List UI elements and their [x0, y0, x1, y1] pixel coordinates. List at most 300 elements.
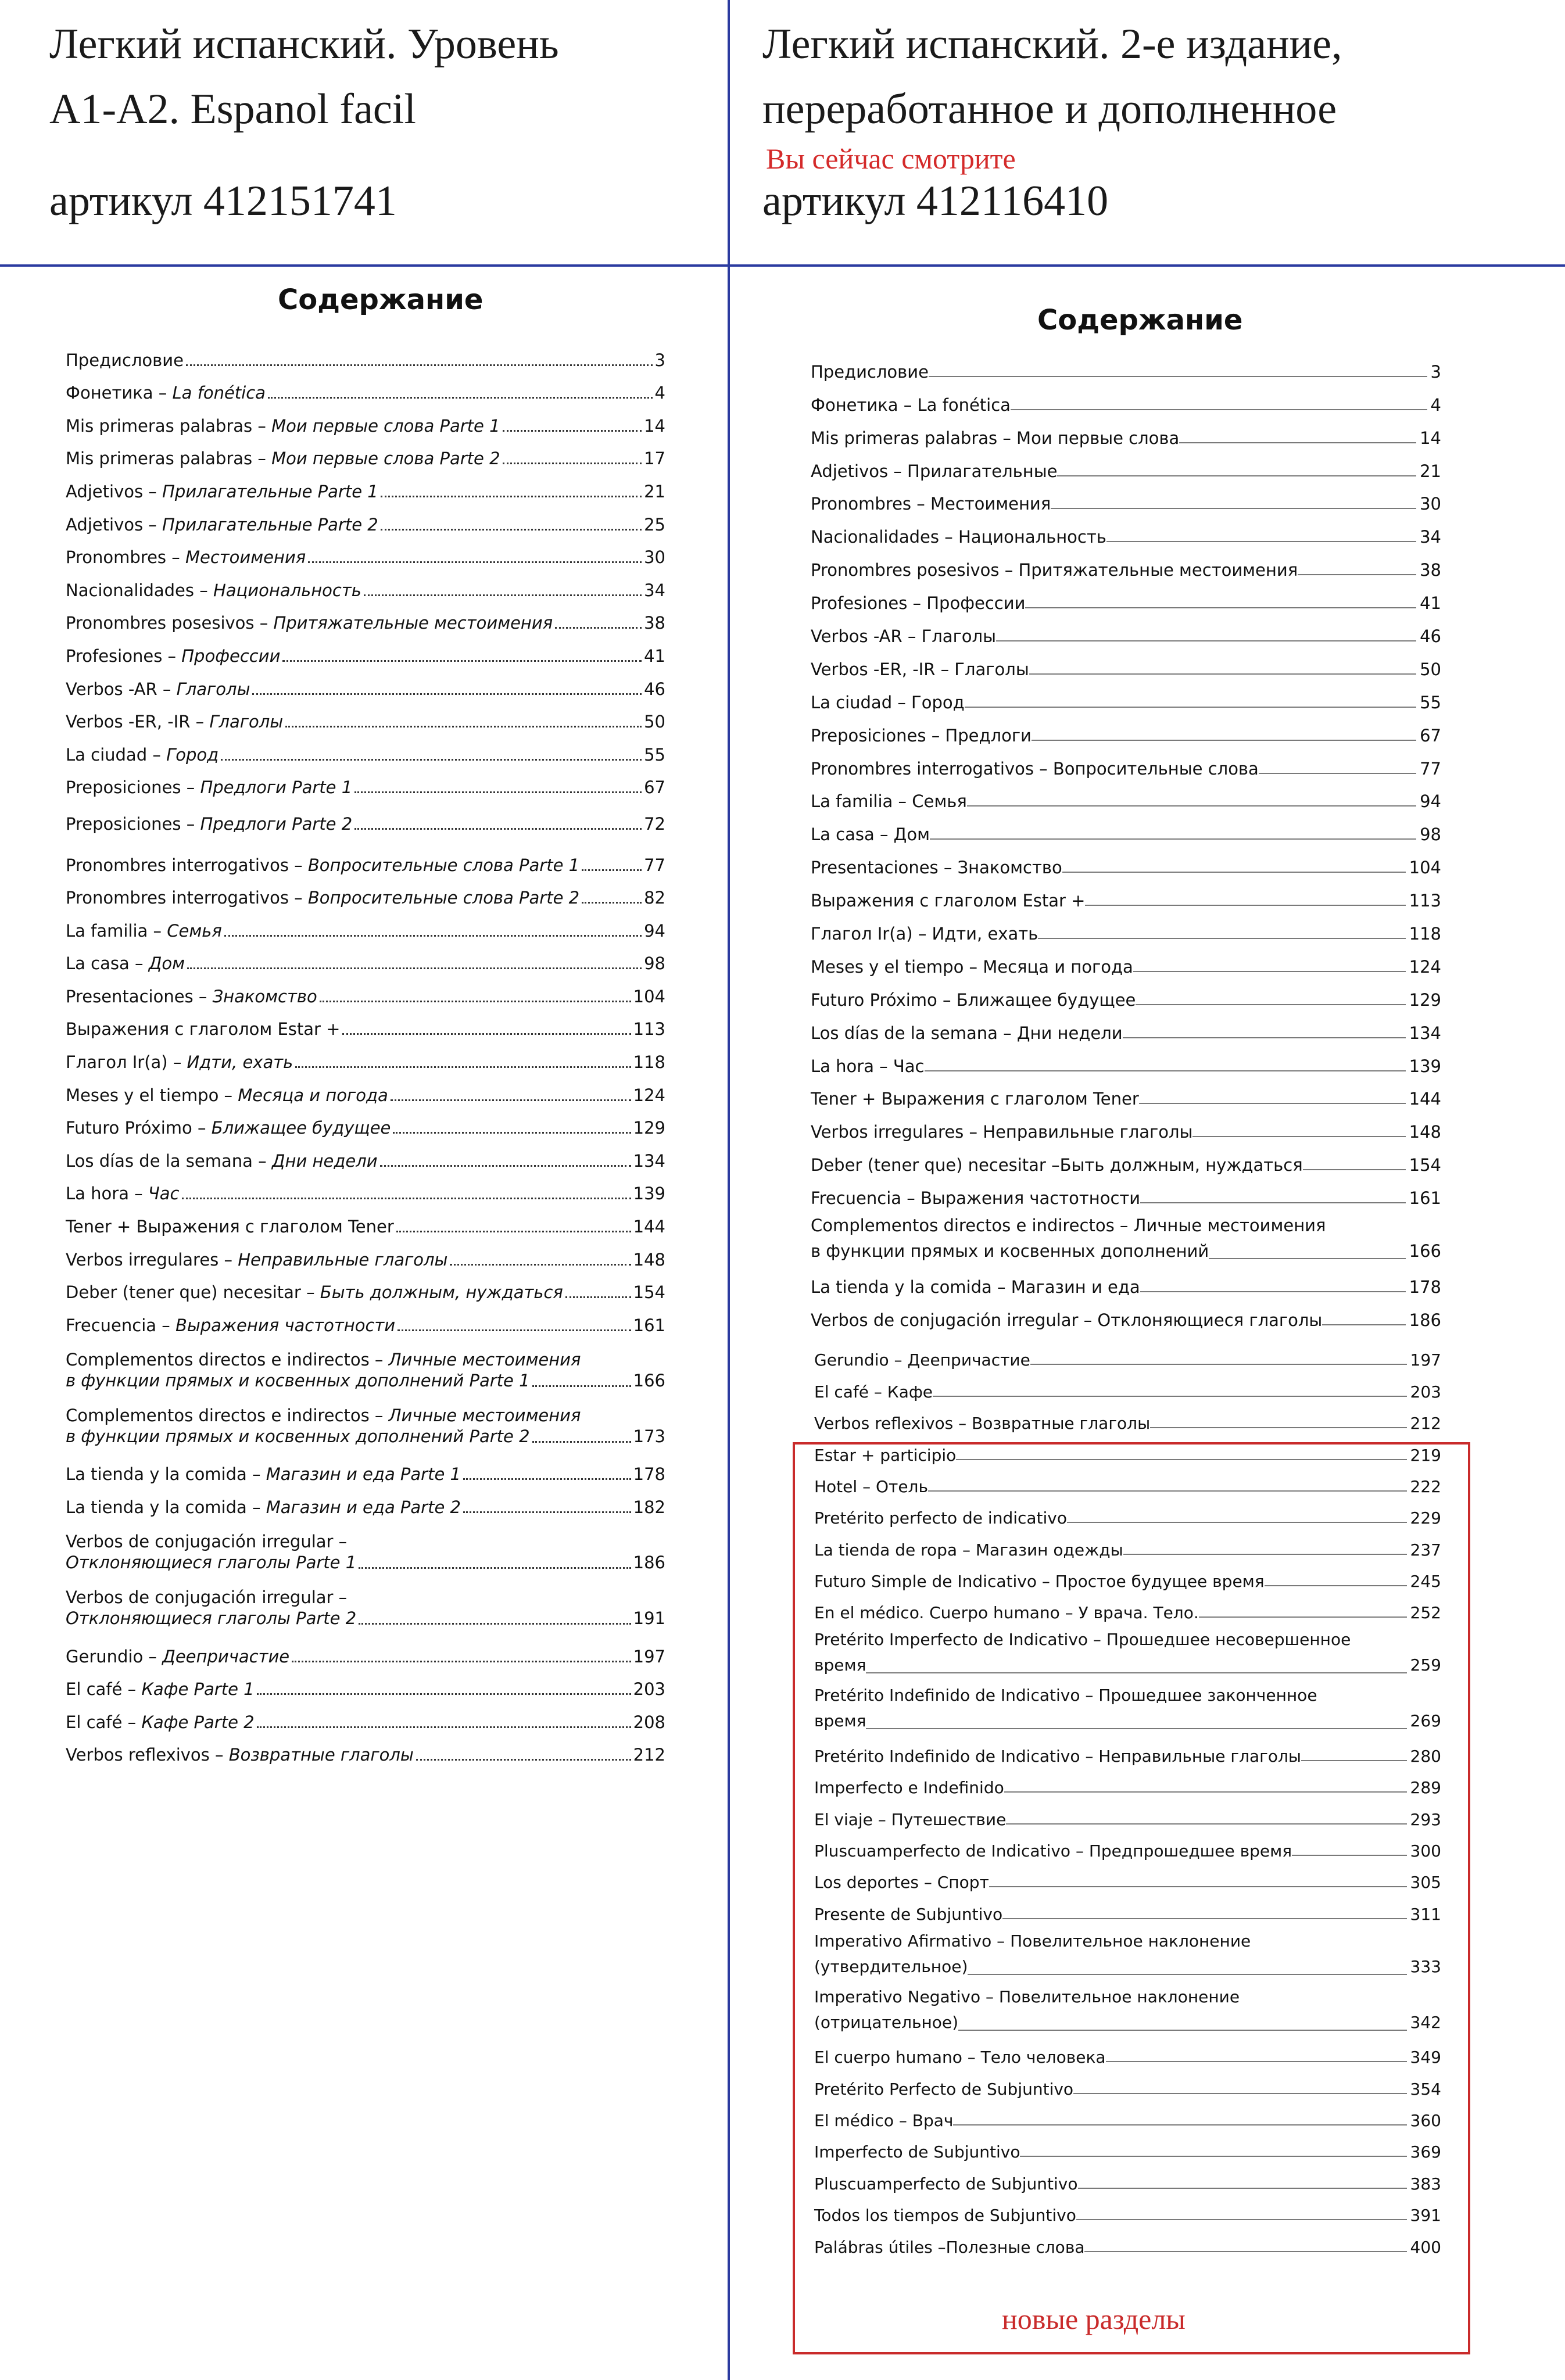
dot-leader: [582, 869, 642, 871]
toc-entry-text: [66, 1151, 378, 1171]
toc-entry-spanish: Preposiciones –: [66, 777, 200, 798]
toc-page-number: 161: [633, 1315, 665, 1335]
right-sku: артикул 412116410: [762, 177, 1109, 225]
toc-page-number: 118: [1409, 924, 1441, 944]
toc-page-number: 34: [1420, 527, 1441, 547]
dot-leader: [450, 1264, 631, 1266]
toc-entry-line: [66, 1405, 665, 1426]
toc-entry: [66, 1531, 665, 1573]
toc-entry-spanish: La hora –: [66, 1184, 148, 1204]
toc-entry-russian-continued: Отклоняющиеся глаголы Parte 2: [66, 1608, 357, 1628]
leader-line: [1209, 1258, 1405, 1259]
toc-entry-spanish: Verbos reflexivos –: [66, 1745, 229, 1765]
toc-entry-text: Pretérito Perfecto de Subjuntivo: [814, 2079, 1074, 2099]
dot-leader: [285, 726, 642, 727]
toc-entry-text: [66, 1647, 289, 1666]
toc-entry-spanish: Verbos irregulares –: [66, 1249, 238, 1270]
toc-entry: [66, 973, 665, 1006]
toc-entry-text: La tienda y la comida – Магазин и еда: [811, 1277, 1140, 1297]
toc-entry: [66, 1270, 665, 1303]
toc-entry-text: La familia – Семья: [811, 791, 967, 812]
toc-entry: [811, 613, 1441, 646]
dot-leader: [565, 1296, 631, 1298]
toc-entry-russian: Кафе Parte 2: [141, 1712, 255, 1732]
toc-entry-text: Futuro Próximo – Ближащее будущее: [811, 990, 1136, 1010]
toc-page-number: 208: [633, 1712, 665, 1732]
toc-entry: [66, 1349, 665, 1391]
leader-line: [967, 805, 1416, 807]
dot-leader: [397, 1329, 631, 1331]
toc-entry-russian: Месяца и погода: [238, 1085, 388, 1105]
toc-page-number: 82: [644, 888, 665, 908]
toc-entry: [66, 1405, 665, 1447]
toc-entry-line: Complementos directos e indirectos – Личные местоимения: [811, 1216, 1326, 1236]
toc-page-number: 38: [1420, 560, 1441, 580]
leader-line: [930, 838, 1416, 840]
leader-line: [1140, 1202, 1406, 1203]
toc-page-number: 3: [1430, 361, 1441, 382]
toc-page-number: 166: [1409, 1241, 1441, 1261]
toc-entry-text: Pretérito Indefinido de Indicativo – Неправильные глаголы: [814, 1746, 1302, 1766]
toc-entry-text: [66, 855, 579, 875]
dot-leader: [282, 660, 642, 662]
leader-line: [933, 1396, 1407, 1397]
leader-line: [1025, 607, 1416, 608]
toc-entry-text: [66, 1085, 388, 1105]
toc-page-number: 245: [1410, 1572, 1441, 1592]
toc-entry-text: [66, 1745, 414, 1765]
toc-entry-text: Palábras útiles –Полезные слова: [814, 2237, 1085, 2257]
toc-entry: [811, 977, 1441, 1010]
toc-entry-text: [66, 449, 500, 468]
toc-page-number: 354: [1410, 2079, 1441, 2099]
toc-page-number: 360: [1410, 2110, 1441, 2130]
leader-line: [1150, 1427, 1406, 1428]
toc-page-number: 3: [654, 350, 665, 370]
toc-entry-text: [66, 1184, 180, 1203]
toc-page-number: 134: [1409, 1023, 1441, 1043]
dot-leader: [308, 561, 642, 563]
right-toc-title: Содержание: [1037, 304, 1243, 336]
toc-entry-text: [66, 1497, 461, 1517]
toc-entry-text: Presente de Subjuntivo: [814, 1904, 1003, 1924]
toc-entry-text: [66, 1712, 255, 1732]
toc-page-number: 94: [1420, 791, 1441, 812]
leader-line: [1139, 1103, 1406, 1104]
toc-entry-text: [66, 416, 500, 436]
toc-entry-line: Pretérito Indefinido de Indicativo – Прошедшее законченное: [814, 1686, 1317, 1705]
toc-page-number: 21: [1420, 461, 1441, 481]
column-divider: [728, 0, 730, 2380]
toc-entry-line: [66, 1608, 665, 1629]
toc-entry-spanish: Pronombres posesivos –: [66, 613, 274, 633]
toc-page-number: 186: [633, 1553, 665, 1572]
toc-entry: [66, 468, 665, 501]
toc-entry: [66, 501, 665, 535]
leader-line: [965, 707, 1416, 708]
toc-entry: [811, 944, 1441, 977]
toc-entry: [66, 875, 665, 908]
toc-entry-text-continued: (утвердительное): [814, 1956, 968, 1976]
dot-leader: [396, 1231, 631, 1232]
toc-page-number: 41: [1420, 593, 1441, 614]
toc-entry-spanish: Pronombres interrogativos –: [66, 855, 308, 875]
leader-line: [1133, 971, 1406, 972]
toc-entry: [66, 370, 665, 403]
toc-entry: [811, 1010, 1441, 1043]
toc-page-number: 104: [633, 986, 665, 1006]
toc-entry-russian: Национальность: [213, 580, 361, 600]
toc-entry: [811, 1402, 1441, 1433]
toc-entry-text: Adjetivos – Прилагательные: [811, 461, 1058, 481]
toc-page-number: 311: [1410, 1904, 1441, 1924]
toc-page-number: 25: [644, 514, 665, 535]
toc-entry: [811, 811, 1441, 844]
dot-leader: [354, 791, 642, 793]
toc-entry: [811, 415, 1441, 448]
leader-line: [1011, 409, 1427, 410]
dot-leader: [292, 1661, 631, 1662]
toc-entry: [811, 877, 1441, 911]
toc-entry-russian: Знакомство: [212, 986, 317, 1006]
toc-entry-text: El café – Кафе: [814, 1382, 933, 1402]
toc-entry-russian: Предлоги Parte 2: [200, 813, 353, 834]
toc-entry: [66, 1732, 665, 1765]
toc-entry: [811, 1370, 1441, 1401]
toc-page-number: 38: [644, 613, 665, 633]
toc-entry: [811, 349, 1441, 382]
toc-page-number: 67: [1420, 725, 1441, 745]
dot-leader: [381, 496, 642, 497]
toc-entry: [66, 908, 665, 941]
toc-page-number: 289: [1410, 1778, 1441, 1798]
dot-leader: [221, 759, 642, 761]
dot-leader: [463, 1511, 631, 1513]
dot-leader: [582, 902, 642, 904]
dot-leader: [416, 1759, 631, 1761]
toc-entry-text: [66, 1316, 395, 1335]
toc-page-number: 197: [633, 1646, 665, 1666]
toc-entry-text-continued: (отрицательное): [814, 2012, 959, 2032]
toc-page-number: 144: [633, 1217, 665, 1237]
toc-page-number: 21: [644, 481, 665, 501]
left-title-line-2: А1-А2. Espanol facil: [49, 85, 416, 133]
toc-entry: [811, 580, 1441, 613]
new-sections-box: [793, 1442, 1470, 2354]
toc-entry-russian: Выражения частотности: [175, 1315, 396, 1335]
toc-page-number: 252: [1410, 1603, 1441, 1623]
toc-page-number: 293: [1410, 1809, 1441, 1829]
toc-page-number: 166: [633, 1370, 665, 1390]
toc-entry-russian: Глаголы: [176, 679, 250, 699]
dot-leader: [532, 1385, 631, 1387]
toc-entry-text: Verbos irregulares – Неправильные глаголы: [811, 1122, 1193, 1142]
toc-entry-line: [811, 1238, 1441, 1264]
toc-page-number: 219: [1410, 1445, 1441, 1465]
toc-entry-text: [66, 954, 185, 973]
toc-entry-spanish: Pronombres –: [66, 547, 185, 568]
toc-entry-spanish: La tienda y la comida –: [66, 1464, 266, 1485]
toc-entry-text: La casa – Дом: [811, 825, 930, 845]
toc-entry-text: Estar + participio: [814, 1445, 957, 1465]
toc-page-number: 300: [1410, 1841, 1441, 1861]
toc-entry-russian: Предлоги Parte 1: [200, 777, 353, 798]
toc-entry-text: [66, 613, 553, 633]
toc-entry-russian: Личные местоимения: [388, 1405, 581, 1425]
toc-entry-spanish: Mis primeras palabras –: [66, 449, 272, 469]
toc-page-number: 154: [1409, 1155, 1441, 1175]
dot-leader: [268, 397, 653, 399]
toc-entry-text: El viaje – Путешествие: [814, 1809, 1007, 1829]
toc-entry: [66, 732, 665, 765]
toc-entry-text: Pronombres interrogativos – Вопросительные слова: [811, 758, 1259, 779]
toc-entry-line: [66, 1349, 665, 1370]
toc-entry: [66, 699, 665, 732]
toc-page-number: 400: [1410, 2237, 1441, 2257]
toc-entry: [811, 481, 1441, 514]
toc-entry-spanish: Meses y el tiempo –: [66, 1085, 238, 1105]
leader-line: [929, 376, 1427, 377]
toc-entry: [811, 1109, 1441, 1142]
leader-line: [1179, 442, 1416, 443]
toc-entry-text: Pronombres posesivos – Притяжательные местоимения: [811, 560, 1298, 580]
toc-page-number: 41: [644, 646, 665, 666]
toc-entry-russian: Магазин и еда Parte 1: [266, 1464, 461, 1485]
dot-leader: [463, 1478, 631, 1480]
toc-entry-spanish: Глагол Ir(a) –: [66, 1052, 187, 1073]
toc-entry-text: [66, 679, 250, 699]
left-book-title: [49, 12, 559, 142]
left-title-line-1: Легкий испанский. Уровень: [49, 20, 559, 68]
toc-entry-line: [66, 1587, 665, 1608]
toc-entry: [811, 1142, 1441, 1175]
toc-entry-text: [66, 1250, 447, 1270]
leader-line: [1029, 673, 1416, 675]
dot-leader: [532, 1441, 631, 1443]
left-toc-list: [66, 337, 665, 1765]
leader-line: [1062, 872, 1406, 873]
dot-leader: [359, 1623, 631, 1625]
toc-entry-spanish: Выражения с глаголом Estar +: [66, 1019, 341, 1040]
toc-page-number: 77: [1420, 758, 1441, 779]
toc-page-number: 391: [1410, 2206, 1441, 2225]
header-divider: [0, 264, 1565, 267]
toc-entry-line: [66, 1370, 665, 1391]
toc-entry: [66, 1072, 665, 1105]
toc-entry-text: Todos los tiempos de Subjuntivo: [814, 2206, 1076, 2225]
toc-page-number: 212: [633, 1745, 665, 1765]
toc-page-number: 113: [633, 1019, 665, 1040]
toc-page-number: 191: [633, 1608, 665, 1628]
toc-page-number: 118: [633, 1052, 665, 1073]
toc-entry-text: Verbos -AR – Глаголы: [811, 626, 996, 647]
toc-entry-russian-continued: в функции прямых и косвенных дополнений Parte 1: [66, 1370, 530, 1390]
toc-page-number: 17: [644, 449, 665, 469]
dot-leader: [391, 1099, 631, 1101]
toc-entry-text-continued: время: [814, 1711, 866, 1731]
toc-page-number: 280: [1410, 1746, 1441, 1766]
toc-entry-text: [66, 987, 317, 1006]
toc-entry: [66, 1236, 665, 1270]
toc-entry-russian: Неправильные глаголы: [238, 1249, 448, 1270]
dot-leader: [359, 1567, 631, 1569]
toc-page-number: 67: [644, 777, 665, 798]
toc-entry-spanish: Complementos directos e indirectos –: [66, 1349, 389, 1370]
dot-leader: [295, 1066, 631, 1068]
toc-page-number: 203: [633, 1679, 665, 1700]
toc-entry-text: [66, 383, 266, 403]
dot-leader: [186, 364, 653, 366]
toc-entry-text-continued: в функции прямых и косвенных дополнений: [811, 1241, 1209, 1261]
toc-entry-text: [66, 580, 361, 600]
toc-entry-russian: Дом: [148, 954, 185, 974]
toc-entry-text: La tienda de ropa – Магазин одежды: [814, 1540, 1123, 1560]
toc-entry: [66, 765, 665, 798]
toc-entry-russian: Кафе Parte 1: [141, 1679, 255, 1700]
toc-entry-spanish: La familia –: [66, 920, 167, 941]
toc-entry-text: Pronombres – Местоимения: [811, 494, 1051, 514]
toc-entry-text: [66, 646, 280, 666]
toc-entry: [811, 911, 1441, 944]
toc-entry-text: [66, 921, 222, 941]
toc-entry-text: [66, 350, 184, 370]
toc-page-number: 14: [644, 415, 665, 436]
toc-page-number: 369: [1410, 2142, 1441, 2162]
toc-entry-russian: Прилагательные Parte 1: [162, 481, 378, 501]
toc-entry-text: La ciudad – Город: [811, 692, 965, 712]
toc-entry-text: [66, 712, 283, 732]
toc-entry-spanish: Adjetivos –: [66, 514, 163, 535]
toc-entry-russian-continued: в функции прямых и косвенных дополнений Parte 2: [66, 1426, 530, 1446]
toc-entry-line: [66, 1552, 665, 1573]
toc-entry-spanish: El café –: [66, 1679, 142, 1700]
dot-leader: [364, 594, 642, 596]
dot-leader: [182, 1198, 631, 1199]
toc-entry-russian: Возвратные глаголы: [228, 1745, 414, 1765]
toc-entry: [66, 1203, 665, 1236]
toc-page-number: 305: [1410, 1873, 1441, 1892]
toc-page-number: 14: [1420, 428, 1441, 448]
toc-page-number: 55: [644, 744, 665, 765]
toc-page-number: 229: [1410, 1508, 1441, 1528]
toc-entry: [811, 745, 1441, 779]
right-book-title: [762, 12, 1342, 142]
toc-page-number: 98: [644, 954, 665, 974]
toc-entry: [811, 1297, 1441, 1330]
toc-entry-text: Preposiciones – Предлоги: [811, 725, 1032, 745]
toc-entry-text: [66, 888, 579, 908]
toc-entry-spanish: Futuro Próximo –: [66, 1118, 212, 1138]
toc-page-number: 186: [1409, 1310, 1441, 1330]
toc-entry-text: Gerundio – Деепричастие: [814, 1350, 1030, 1370]
toc-page-number: 124: [633, 1085, 665, 1105]
right-title-line-1: Легкий испанский. 2-е издание,: [762, 20, 1342, 68]
toc-entry-text: El médico – Врач: [814, 2110, 954, 2130]
toc-entry-spanish: El café –: [66, 1712, 142, 1732]
dot-leader: [252, 693, 642, 695]
toc-entry: [811, 1076, 1441, 1109]
toc-entry-russian: Город: [166, 744, 219, 765]
leader-line: [1303, 1169, 1406, 1170]
toc-entry-text: Profesiones – Профессии: [811, 593, 1026, 614]
toc-entry-russian: Вопросительные слова Parte 2: [307, 888, 580, 908]
toc-entry-spanish: Deber (tener que) necesitar –: [66, 1282, 320, 1303]
leader-line: [1123, 1037, 1406, 1038]
leader-line: [1136, 1004, 1405, 1005]
toc-entry-text: Verbos reflexivos – Возвратные глаголы: [814, 1414, 1151, 1433]
toc-entry-text: [66, 777, 352, 797]
toc-entry: [66, 801, 665, 834]
toc-entry: [66, 1171, 665, 1204]
toc-entry-text: El cuerpo humano – Тело человека: [814, 2048, 1106, 2067]
dot-leader: [380, 1165, 631, 1167]
toc-entry-text: Frecuencia – Выражения частотности: [811, 1188, 1141, 1209]
toc-page-number: 333: [1410, 1956, 1441, 1976]
toc-entry: [66, 1666, 665, 1700]
toc-entry-spanish: Nacionalidades –: [66, 580, 213, 600]
leader-line: [1085, 905, 1405, 906]
toc-entry-text: Mis primeras palabras – Мои первые слова: [811, 428, 1180, 448]
toc-entry-text: Verbos de conjugación irregular – Отклоняющиеся глаголы: [811, 1310, 1323, 1330]
toc-entry-spanish: La casa –: [66, 954, 149, 974]
toc-entry-text: Imperfecto de Subjuntivo: [814, 2142, 1020, 2162]
toc-entry: [66, 1302, 665, 1335]
toc-entry: [66, 337, 665, 370]
toc-entry: [66, 633, 665, 666]
toc-entry: [66, 1484, 665, 1517]
toc-entry-russian: Семья: [167, 920, 222, 941]
toc-page-number: 342: [1410, 2012, 1441, 2032]
dot-leader: [257, 1726, 631, 1728]
toc-entry: [811, 1264, 1441, 1297]
toc-entry: [66, 535, 665, 568]
leader-line: [1192, 1136, 1405, 1137]
toc-entry-text: Meses y el tiempo – Месяца и погода: [811, 956, 1133, 977]
dot-leader: [224, 935, 642, 937]
toc-entry: [811, 448, 1441, 481]
toc-page-number: 46: [644, 679, 665, 699]
toc-entry: [66, 1451, 665, 1485]
toc-entry: [811, 712, 1441, 745]
dot-leader: [503, 430, 642, 432]
toc-entry: [66, 1039, 665, 1072]
toc-page-number: 349: [1410, 2048, 1441, 2067]
toc-page-number: 134: [633, 1150, 665, 1171]
toc-entry-text: Hotel – Отель: [814, 1476, 928, 1496]
toc-entry: [66, 1105, 665, 1138]
dot-leader: [381, 529, 642, 531]
toc-entry-spanish: Verbos -ER, -IR –: [66, 712, 210, 732]
toc-entry-line: [66, 1531, 665, 1552]
toc-page-number: 34: [644, 580, 665, 600]
toc-entry-spanish: Verbos de conjugación irregular –: [66, 1587, 348, 1607]
toc-entry-spanish: Complementos directos e indirectos –: [66, 1405, 389, 1425]
toc-entry-russian: Мои первые слова Parte 2: [271, 449, 500, 469]
toc-entry-spanish: Verbos de conjugación irregular –: [66, 1532, 348, 1551]
toc-entry-text: [66, 547, 306, 567]
toc-entry-text: Фонетика – La fonética: [811, 395, 1011, 415]
toc-page-number: 129: [1409, 990, 1441, 1010]
toc-page-number: 50: [644, 712, 665, 732]
leader-line: [1030, 1364, 1407, 1365]
toc-entry-spanish: Adjetivos –: [66, 481, 163, 501]
toc-page-number: 139: [1409, 1056, 1441, 1076]
toc-page-number: 259: [1410, 1655, 1441, 1675]
dot-leader: [503, 463, 642, 464]
toc-entry: [811, 547, 1441, 580]
toc-entry-text: Imperfecto e Indefinido: [814, 1778, 1004, 1798]
toc-page-number: 30: [644, 547, 665, 568]
